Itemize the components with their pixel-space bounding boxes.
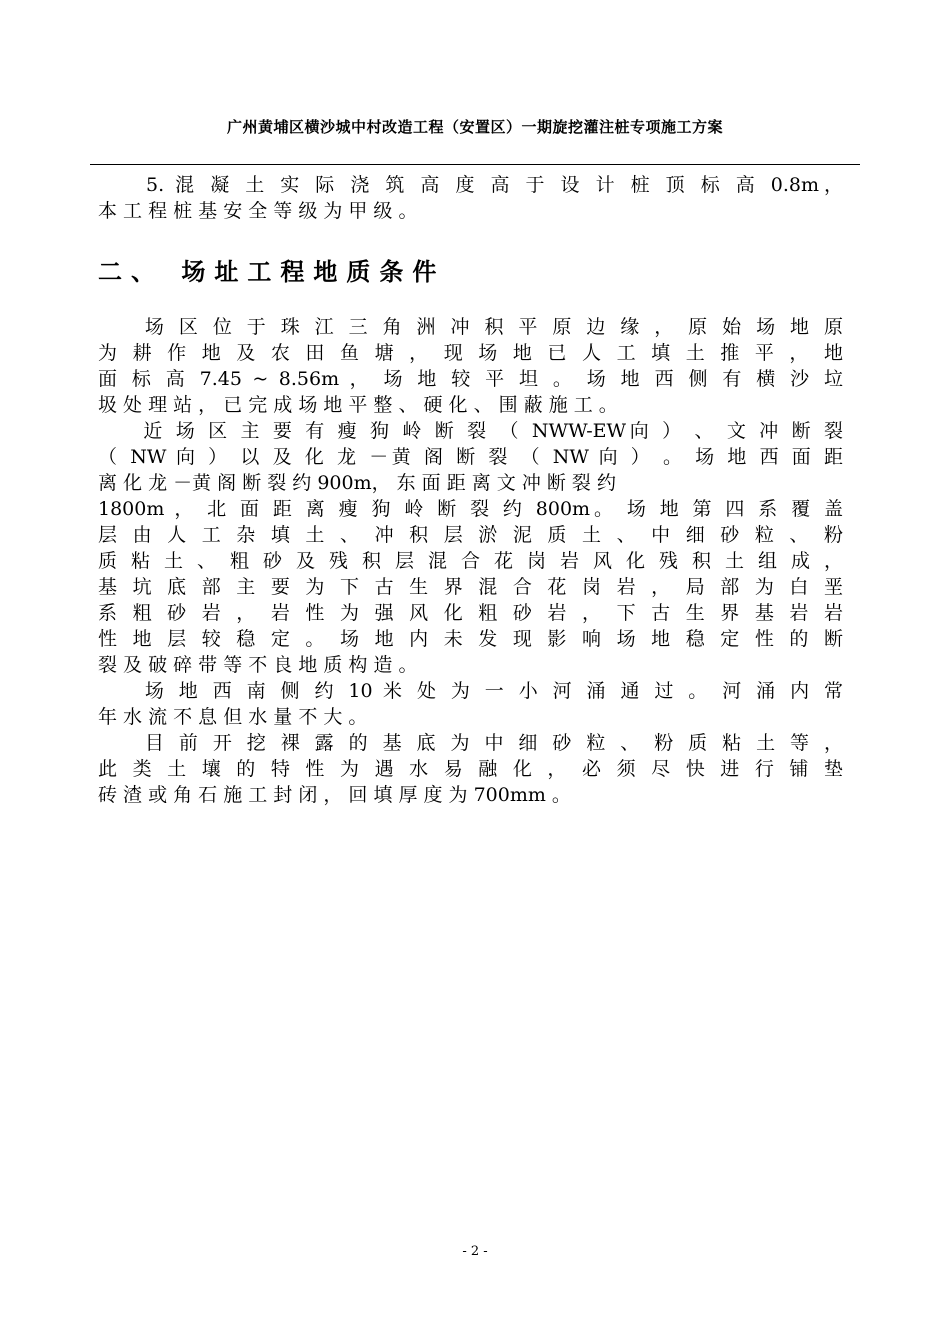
page-number: - 2 - bbox=[462, 1244, 488, 1259]
paragraph-line: 层 由 人 工 杂 填 土 、 冲 积 层 淤 泥 质 土 、 中 细 砂 粒 、 粉 bbox=[98, 524, 843, 546]
page-header-title: 广州黄埔区横沙城中村改造工程（安置区）一期旋挖灌注桩专项施工方案 bbox=[226, 118, 723, 136]
paragraph-line: （ NW 向 ） 以 及 化 龙 －黄 阁 断 裂 （ NW 向 ） 。 场 地 西 面 距 bbox=[98, 446, 843, 468]
paragraph-line: 质 粘 土 、 粗 砂 及 残 积 层 混 合 花 岗 岩 风 化 残 积 土 组 成 ， bbox=[98, 550, 843, 572]
paragraph-line: 基 坑 底 部 主 要 为 下 古 生 界 混 合 花 岗 岩 ， 局 部 为 白 垩 bbox=[98, 576, 843, 598]
paragraph-line: 年 水 流 不 息 但 水 量 不 大 。 bbox=[98, 706, 368, 728]
paragraph-line: 为 耕 作 地 及 农 田 鱼 塘 ， 现 场 地 已 人 工 填 土 推 平 ， 地 bbox=[98, 342, 843, 364]
paragraph-line: 目 前 开 挖 裸 露 的 基 底 为 中 细 砂 粒 、 粉 质 粘 土 等 ， bbox=[98, 732, 843, 754]
paragraph-line: 5. 混 凝 土 实 际 浇 筑 高 度 高 于 设 计 桩 顶 标 高 0.8m， bbox=[98, 174, 843, 196]
paragraph-line: 圾 处 理 站 ， 已 完 成 场 地 平 整 、 硬 化 、 围 蔽 施 工 。 bbox=[98, 394, 618, 416]
paragraph-line: 面 标 高 7.45 ~ 8.56m ， 场 地 较 平 坦 。 场 地 西 侧 有 横 沙 垃 bbox=[98, 368, 843, 390]
paragraph-line: 近 场 区 主 要 有 瘦 狗 岭 断 裂 （ NWW-EW向 ） 、 文 冲 断 裂 bbox=[98, 420, 843, 442]
section-heading: 二、 场址工程地质条件 bbox=[98, 258, 446, 286]
paragraph-line: 系 粗 砂 岩 ， 岩 性 为 强 风 化 粗 砂 岩 ， 下 古 生 界 基 岩 岩 bbox=[98, 602, 843, 624]
paragraph-line: 裂 及 破 碎 带 等 不 良 地 质 构 造 。 bbox=[98, 654, 418, 676]
paragraph-line: 场 地 西 南 侧 约 10 米 处 为 一 小 河 涌 通 过 。 河 涌 内 常 bbox=[98, 680, 843, 702]
paragraph-line: 离 化 龙 －黄 阁 断 裂 约 900m， 东 面 距 离 文 冲 断 裂 约 bbox=[98, 472, 616, 494]
header-rule bbox=[90, 164, 860, 165]
paragraph-line: 性 地 层 较 稳 定 。 场 地 内 未 发 现 影 响 场 地 稳 定 性 的 断 bbox=[98, 628, 843, 650]
paragraph-line: 此 类 土 壤 的 特 性 为 遇 水 易 融 化 ， 必 须 尽 快 进 行 铺 垫 bbox=[98, 758, 843, 780]
paragraph-line: 砖 渣 或 角 石 施 工 封 闭 ， 回 填 厚 度 为 700mm 。 bbox=[98, 784, 571, 806]
paragraph-line: 场 区 位 于 珠 江 三 角 洲 冲 积 平 原 边 缘 ， 原 始 场 地 原 bbox=[98, 316, 843, 338]
paragraph-line: 1800m ， 北 面 距 离 瘦 狗 岭 断 裂 约 800m。 场 地 第 四 系 覆 盖 bbox=[98, 498, 843, 520]
paragraph-line: 本 工 程 桩 基 安 全 等 级 为 甲 级 。 bbox=[98, 200, 418, 222]
